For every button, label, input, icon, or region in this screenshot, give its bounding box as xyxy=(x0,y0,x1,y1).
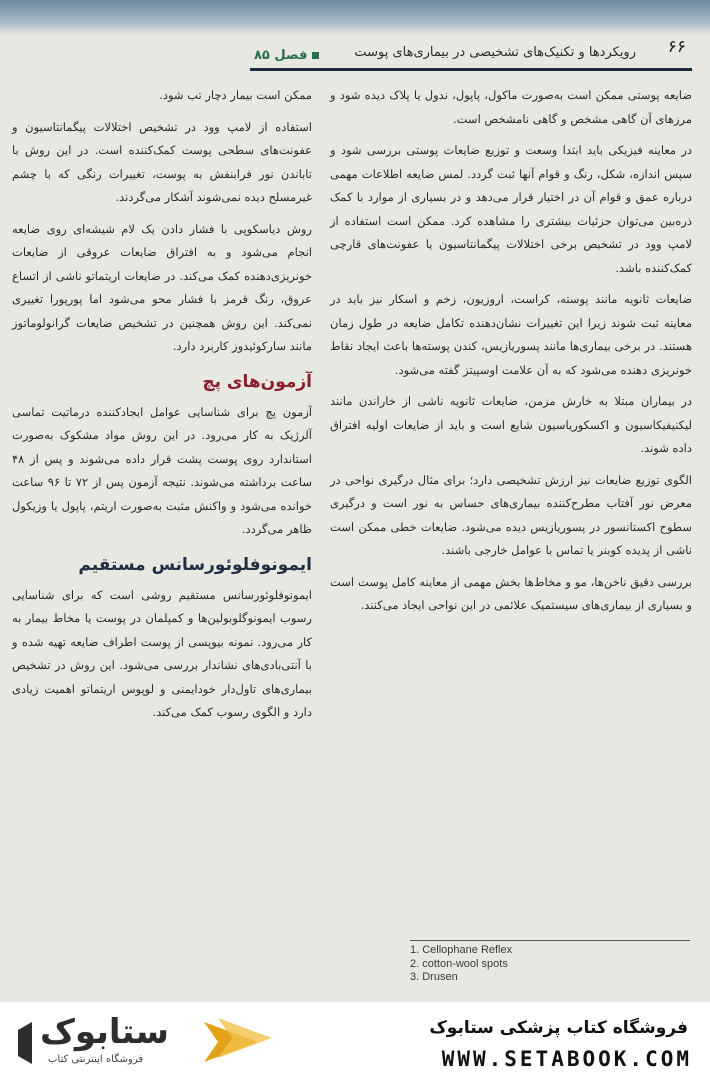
body-paragraph: بررسی دقیق ناخن‌ها، مو و مخاط‌ها بخش مهمی از معاینه کامل پوست است و بسیاری از بیماری‌های سیستمیک علائمی در این نواحی ایجاد می‌کنند. xyxy=(330,574,692,612)
page-edge-shadow xyxy=(0,0,710,36)
header-rule xyxy=(250,68,692,71)
chapter-dot-icon xyxy=(312,52,319,59)
body-paragraph: روش دیاسکوپی با فشار دادن یک لام شیشه‌ای روی ضایعه انجام می‌شود و به افتراق ضایعات عروقی از ضایعات خونریزی‌دهنده کمک می‌کند. در ضایعات اریتماتو ناشی از اتساع عروق، رنگ قرمز با فشار محو می‌شود اما پورپورا تغییری نمی‌کند. این روش همچنین در تشخیص ضایعات گرانولوماتوز مانند سارکوئیدوز کاربرد دارد. xyxy=(12,221,312,353)
logo-subtitle: فروشگاه اینترنتی کتاب xyxy=(48,1054,144,1065)
logo-wordmark: ستابوک xyxy=(40,1012,169,1052)
setabook-logo[interactable] xyxy=(18,1012,278,1074)
body-paragraph: ضایعات ثانویه مانند پوسته، کراست، اروزیون، زخم و اسکار نیز باید در معاینه ثبت شوند زیرا این تغییرات نشان‌دهنده تکامل ضایعه در طول زمان هستند. در برخی بیماری‌ها مانند پسوریازیس، کندن پوسته‌ها باعث ایجاد نقاط خونریزی دهنده می‌شود که به آن علامت اوسپیتز گفته می‌شود. xyxy=(330,292,692,377)
body-paragraph: ممکن است بیمار دچار تب شود. xyxy=(159,88,312,102)
body-paragraph: در بیماران مبتلا به خارش مزمن، ضایعات ثانویه ناشی از خاراندن مانند لیکنیفیکاسیون و اکسکوریاسیون شایع است و باید از ضایعات اولیه افتراق داده شوند. xyxy=(330,394,692,455)
chapter-tag xyxy=(254,48,319,63)
body-paragraph: در معاینه فیزیکی باید ابتدا وسعت و توزیع ضایعات پوستی بررسی شود و سپس اندازه، شکل، رنگ و قوام آنها ثبت گردد. لمس ضایعه اطلاعات مهمی درباره عمق و قوام آن در اختیار قرار می‌دهد و در بسیاری از موارد با کمک ذره‌بین می‌توان جزئیات بیشتری را مشاهده کرد. ممکن است استفاده از لامپ وود در تشخیص برخی اختلالات پیگمانتاسیون یا عفونت‌های قارچی کمک‌کننده باشد. xyxy=(330,143,692,275)
body-paragraph: الگوی توزیع ضایعات نیز ارزش تشخیصی دارد؛ برای مثال درگیری نواحی در معرض نور آفتاب مطرح‌کننده بیماری‌های حساس به نور است و درگیری سطوح اکستانسور در پسوریازیس دیده می‌شود. ضایعات خطی ممکن است ناشی از پدیده کوبنر یا تماس با عوامل خارجی باشند. xyxy=(330,472,692,557)
footnote-rule xyxy=(410,940,690,941)
body-paragraph: آزمون پچ برای شناسایی عوامل ایجادکننده درماتیت تماسی آلرژیک به کار می‌رود. در این روش مواد مشکوک به‌صورت استاندارد روی پوست پشت قرار داده می‌شوند و پس از ۴۸ ساعت برداشته می‌شوند. نتیجه آزمون پس از ۷۲ تا ۹۶ ساعت خوانده می‌شود و واکنش مثبت به‌صورت اریتم، پاپول یا وزیکول ظاهر می‌گردد. xyxy=(12,404,312,536)
chapter-tag-label: فصل ۸۵ xyxy=(254,48,308,63)
right-column xyxy=(330,84,692,626)
body-paragraph: استفاده از لامپ وود در تشخیص اختلالات پیگمانتاسیون و عفونت‌های سطحی پوست کمک‌کننده است. در این روش با تاباندن نور فرابنفش به پوست، تغییرات رنگی که با چشم غیرمسلح دیده نمی‌شوند آشکار می‌گردند. xyxy=(12,119,312,204)
footnote-item: 3. Drusen xyxy=(410,971,458,983)
footnote-item: 1. Cellophane Reflex xyxy=(410,944,513,956)
store-name: فروشگاه کتاب پزشکی ستابوک xyxy=(429,1018,688,1038)
page-number: ۶۶ xyxy=(667,37,686,57)
footnote-item: 2. cotton-wool spots xyxy=(410,957,508,970)
running-head: رویکردها و تکنیک‌های تشخیصی در بیماری‌های پوست xyxy=(354,45,636,60)
section-heading-patch-test: آزمون‌های پچ xyxy=(202,371,312,392)
section-heading-immunofluorescence: ایمونوفلوئورسانس مستقیم xyxy=(78,554,312,575)
store-url-link[interactable]: WWW.SETABOOK.COM xyxy=(441,1047,692,1071)
left-column xyxy=(12,84,312,733)
body-paragraph: ایمونوفلوئورسانس مستقیم روشی است که برای شناسایی رسوب ایمونوگلوبولین‌ها و کمپلمان در پوست یا مخاط بیمار به کار می‌رود. نمونه بیوپسی از پوست اطراف ضایعه تهیه شده و با آنتی‌بادی‌های نشاندار بررسی می‌شود. این روش در تشخیص بیماری‌های تاول‌دار خودایمنی و لوپوس اریتماتو اهمیت زیادی دارد و الگوی رسوب کمک می‌کند. xyxy=(12,587,312,719)
footnotes xyxy=(410,944,690,985)
body-paragraph: ضایعه پوستی ممکن است به‌صورت ماکول، پاپول، ندول یا پلاک دیده شود و مرزهای آن گاهی مشخص و گاهی نامشخص است. xyxy=(330,88,692,126)
store-footer xyxy=(0,1002,710,1080)
